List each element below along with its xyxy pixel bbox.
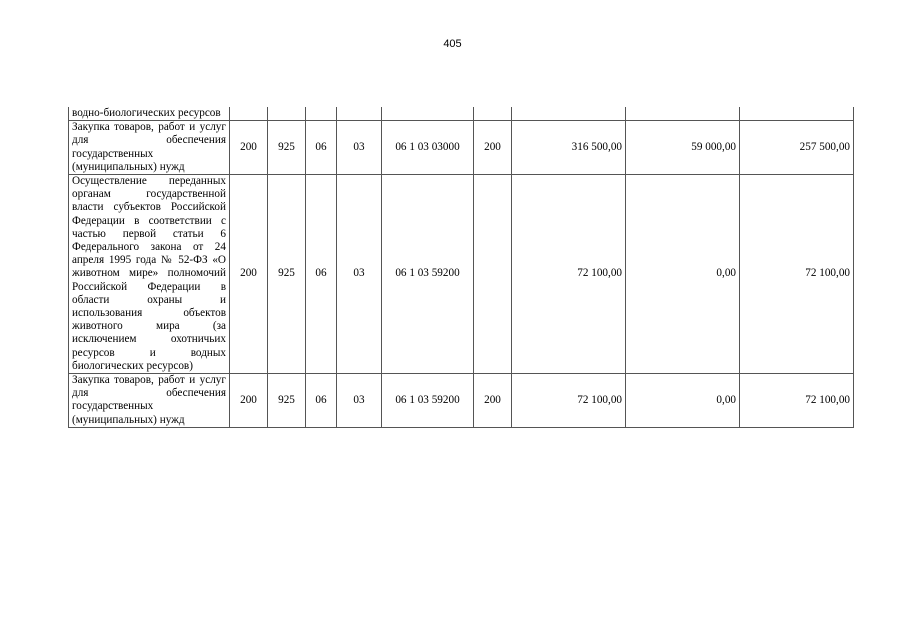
- cell-rz: [306, 107, 337, 121]
- cell-vr: 200: [474, 374, 512, 428]
- cell-sum-total: 316 500,00: [512, 121, 626, 175]
- cell-sum-total: [512, 107, 626, 121]
- cell-pr: 03: [337, 175, 382, 374]
- cell-vr: [474, 107, 512, 121]
- table-row: [69, 107, 854, 121]
- cell-pr: 03: [337, 121, 382, 175]
- cell-vr: 200: [474, 121, 512, 175]
- cell-rz: 06: [306, 374, 337, 428]
- cell-csr: 06 1 03 03000: [382, 121, 474, 175]
- cell-ved: 925: [268, 121, 306, 175]
- cell-ved: 925: [268, 175, 306, 374]
- budget-table: [68, 107, 854, 428]
- cell-rz: 06: [306, 175, 337, 374]
- cell-sum-total: 72 100,00: [512, 374, 626, 428]
- table-row: [69, 175, 854, 374]
- cell-gr: 200: [230, 121, 268, 175]
- row-name: Осуществление переданных органам государственной власти субъектов Российской Федерации в соответствии с частью первой статьи 6 Федерального закона от 24 апреля 1995 года № 52-ФЗ «О животном мире» полномочий Российской Федерации в области охраны и использования объектов животного мира (за исключением охотничьих ресурсов и водных биологических ресурсов): [69, 175, 230, 374]
- cell-csr: 06 1 03 59200: [382, 175, 474, 374]
- cell-gr: 200: [230, 374, 268, 428]
- cell-sum-regional: [740, 107, 854, 121]
- cell-gr: [230, 107, 268, 121]
- cell-vr: [474, 175, 512, 374]
- cell-csr: 06 1 03 59200: [382, 374, 474, 428]
- table-row: [69, 121, 854, 175]
- row-name: водно-биологических ресурсов: [69, 107, 230, 121]
- cell-ved: [268, 107, 306, 121]
- page-number: 405: [443, 38, 462, 50]
- cell-sum-regional: 72 100,00: [740, 374, 854, 428]
- cell-sum-regional: 72 100,00: [740, 175, 854, 374]
- cell-rz: 06: [306, 121, 337, 175]
- cell-gr: 200: [230, 175, 268, 374]
- cell-sum-federal: 59 000,00: [626, 121, 740, 175]
- cell-sum-regional: 257 500,00: [740, 121, 854, 175]
- cell-sum-federal: [626, 107, 740, 121]
- cell-pr: [337, 107, 382, 121]
- row-name: Закупка товаров, работ и услуг для обеспечения государственных (муниципальных) нужд: [69, 121, 230, 175]
- row-name: Закупка товаров, работ и услуг для обеспечения государственных (муниципальных) нужд: [69, 374, 230, 428]
- cell-sum-federal: 0,00: [626, 175, 740, 374]
- cell-sum-total: 72 100,00: [512, 175, 626, 374]
- table-row: [69, 374, 854, 428]
- cell-pr: 03: [337, 374, 382, 428]
- cell-ved: 925: [268, 374, 306, 428]
- cell-sum-federal: 0,00: [626, 374, 740, 428]
- cell-csr: [382, 107, 474, 121]
